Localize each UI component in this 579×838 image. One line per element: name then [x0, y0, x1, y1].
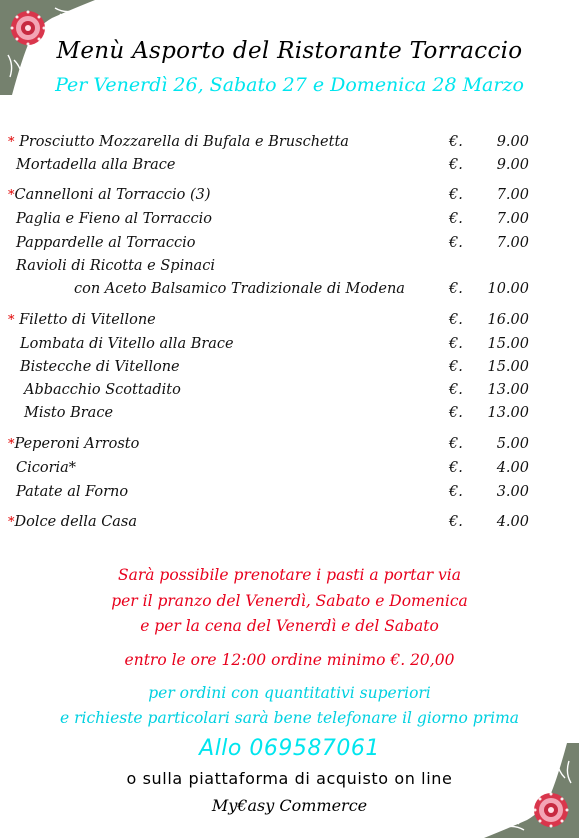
page-title: Menù Asporto del Ristorante Torraccio [56, 38, 523, 64]
menu-item [0, 258, 579, 280]
menu-item-name: Pappardelle al Torraccio [16, 235, 196, 251]
menu-item [0, 382, 579, 404]
menu-item-price: 4.00 [496, 514, 529, 530]
menu-item-star: * [8, 188, 15, 203]
phone-number: Allo 069587061 [199, 736, 380, 761]
menu-item-price: 10.00 [487, 281, 529, 297]
menu-item [0, 235, 579, 257]
menu-item-currency: €. [449, 336, 463, 352]
menu-item [0, 436, 579, 458]
menu-item-currency: €. [449, 235, 463, 251]
menu-item [0, 514, 579, 536]
menu-item-currency: €. [449, 134, 463, 150]
menu-item-currency: €. [449, 359, 463, 375]
menu-item-currency: €. [449, 436, 463, 452]
menu-item-name: con Aceto Balsamico Tradizionale di Modena [74, 281, 405, 297]
menu-item-price: 9.00 [496, 157, 529, 173]
menu-item-name: Prosciutto Mozzarella di Bufala e Bruschetta [19, 134, 349, 150]
menu-item-currency: €. [449, 514, 463, 530]
menu-item-currency: €. [449, 157, 463, 173]
menu-item-currency: €. [449, 382, 463, 398]
menu-item-name: Bistecche di Vitellone [20, 359, 180, 375]
menu-item-price: 13.00 [487, 382, 529, 398]
menu-item-name: Peperoni Arrosto [14, 436, 140, 452]
menu-item-price: 7.00 [496, 187, 529, 203]
menu-item-name: Paglia e Fieno al Torraccio [16, 211, 212, 227]
note-line: e per la cena del Venerdì e del Sabato [140, 617, 439, 635]
menu-item [0, 187, 579, 209]
menu-item-price: 15.00 [487, 359, 529, 375]
menu-item-name: Misto Brace [24, 405, 114, 421]
note-line: e richieste particolari sarà bene telefonare il giorno prima [59, 709, 520, 727]
menu-item [0, 281, 579, 303]
menu-item-price: 3.00 [496, 484, 529, 500]
page-subtitle: Per Venerdì 26, Sabato 27 e Domenica 28 Marzo [55, 74, 524, 96]
menu-item-price: 15.00 [487, 336, 529, 352]
menu-item-price: 4.00 [496, 460, 529, 476]
menu-item-currency: €. [449, 312, 463, 328]
menu-item-name: Lombata di Vitello alla Brace [20, 336, 234, 352]
menu-item [0, 484, 579, 506]
menu-item-price: 7.00 [496, 211, 529, 227]
menu-item-currency: €. [449, 484, 463, 500]
menu-item-currency: €. [449, 187, 463, 203]
menu-item [0, 211, 579, 233]
menu-item-star: * [8, 437, 15, 452]
note-line: Sarà possibile prenotare i pasti a portar via [118, 566, 461, 584]
menu-item-name: Cannelloni al Torraccio (3) [14, 187, 211, 203]
menu-item-price: 13.00 [487, 405, 529, 421]
menu-item-star: * [8, 313, 15, 328]
menu-item-name: Cicoria* [16, 460, 77, 476]
menu-item-price: 5.00 [496, 436, 529, 452]
menu-item-name: Abbacchio Scottadito [24, 382, 181, 398]
menu-item-price: 7.00 [496, 235, 529, 251]
menu-item-name: Mortadella alla Brace [16, 157, 176, 173]
menu-item-name: Dolce della Casa [14, 514, 138, 530]
menu-item [0, 336, 579, 358]
menu-item [0, 134, 579, 156]
menu-item [0, 312, 579, 334]
menu-item-star: * [8, 515, 15, 530]
menu-item [0, 157, 579, 179]
menu-item-currency: €. [449, 211, 463, 227]
menu-item-currency: €. [449, 405, 463, 421]
menu-item [0, 359, 579, 381]
menu-item-currency: €. [449, 281, 463, 297]
menu-item-name: Filetto di Vitellone [19, 312, 156, 328]
menu-item [0, 460, 579, 482]
menu-item-name: Patate al Forno [16, 484, 129, 500]
menu-item [0, 405, 579, 427]
note-line: entro le ore 12:00 ordine minimo €. 20,00 [124, 651, 455, 669]
menu-item-currency: €. [449, 460, 463, 476]
menu-item-price: 16.00 [487, 312, 529, 328]
online-note: o sulla piattaforma di acquisto on line [126, 769, 453, 788]
menu-item-price: 9.00 [496, 134, 529, 150]
menu-item-star: * [8, 135, 15, 150]
platform-name: My€asy Commerce [211, 796, 368, 815]
note-line: per il pranzo del Venerdì, Sabato e Domenica [111, 592, 468, 610]
note-line: per ordini con quantitativi superiori [148, 684, 431, 702]
menu-item-name: Ravioli di Ricotta e Spinaci [16, 258, 215, 274]
